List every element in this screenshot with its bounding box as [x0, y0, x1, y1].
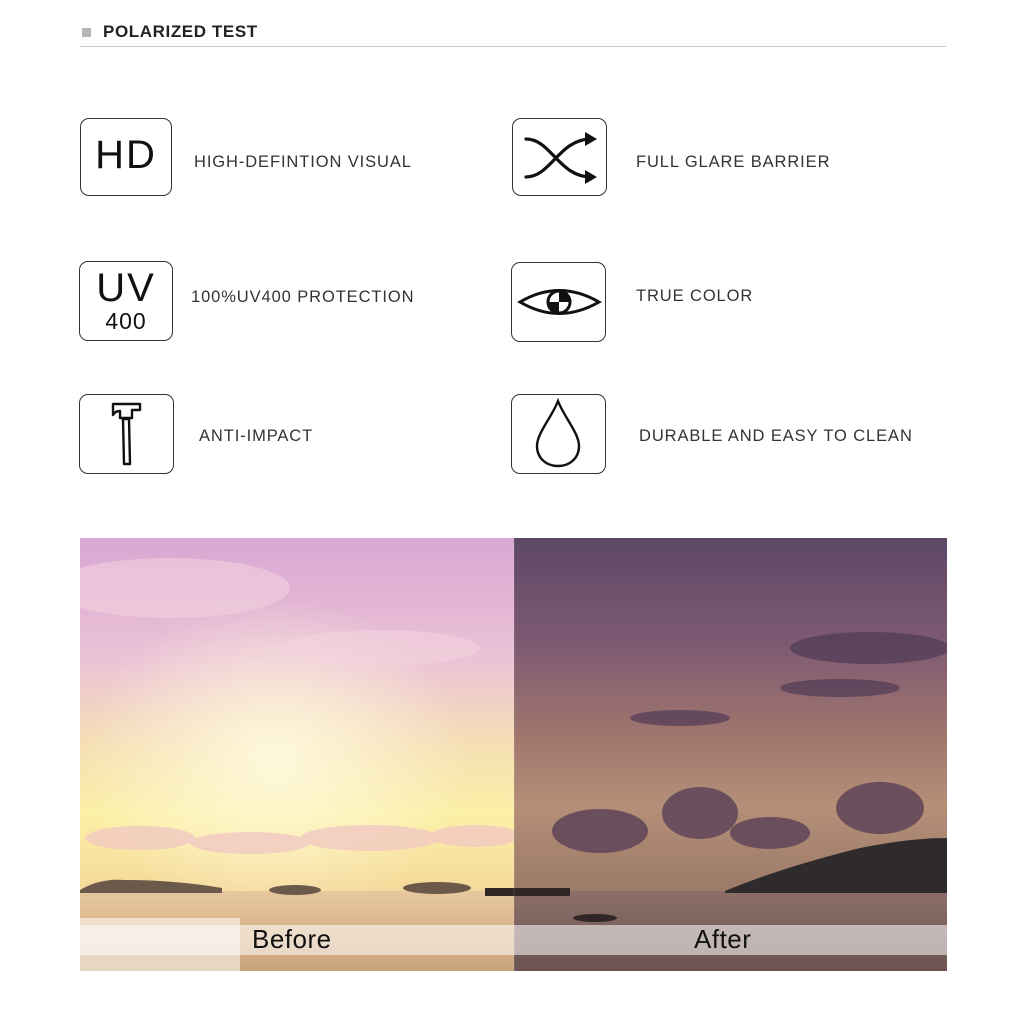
- feature-label-anti-impact: ANTI-IMPACT: [199, 427, 314, 445]
- feature-label-hd: HIGH-DEFINTION VISUAL: [194, 153, 412, 171]
- caption-band: [80, 925, 947, 955]
- feature-label-true-color: TRUE COLOR: [636, 287, 754, 305]
- feature-label-durable: DURABLE AND EASY TO CLEAN: [639, 427, 913, 445]
- water-drop-icon: [511, 394, 606, 474]
- shuffle-arrows-icon: [512, 118, 607, 196]
- eye-icon: [511, 262, 606, 342]
- hammer-icon: [79, 394, 174, 474]
- uv-icon-text: UV: [96, 266, 156, 310]
- header-bullet: [82, 28, 91, 37]
- hd-icon-text: HD: [95, 133, 157, 177]
- hd-icon: [80, 118, 172, 196]
- section-header: [80, 20, 946, 47]
- feature-label-glare: FULL GLARE BARRIER: [636, 153, 831, 171]
- sunset-sea-scene: [80, 538, 947, 971]
- before-label: Before: [252, 924, 332, 954]
- uv400-icon: [79, 261, 173, 341]
- after-label: After: [694, 924, 752, 954]
- feature-label-uv: 100%UV400 PROTECTION: [191, 288, 415, 306]
- polarized-comparison-image: [80, 538, 947, 971]
- section-title: POLARIZED TEST: [103, 22, 258, 41]
- uv-icon-subtext: 400: [105, 308, 147, 334]
